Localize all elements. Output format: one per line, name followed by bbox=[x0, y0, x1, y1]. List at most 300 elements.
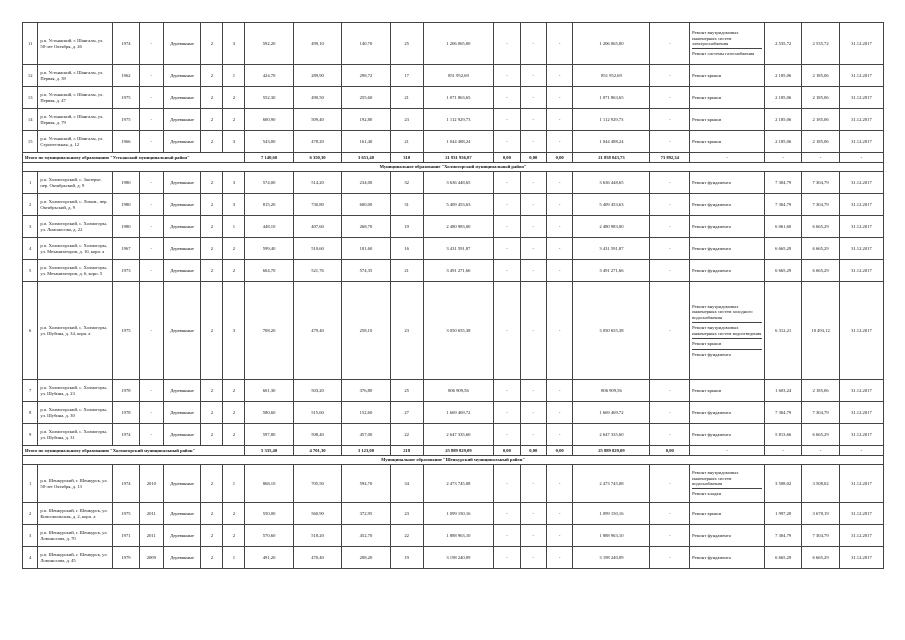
cell-y2: - bbox=[139, 194, 163, 216]
cell-f3: - bbox=[546, 216, 572, 238]
cell-mat: Деревянные bbox=[163, 23, 200, 65]
cell-f1: - bbox=[494, 216, 520, 238]
cell-cost: 806 909,56 bbox=[423, 380, 493, 402]
section-header-row bbox=[23, 456, 884, 465]
cell-y2: - bbox=[139, 238, 163, 260]
cell-y2: 2009 bbox=[139, 547, 163, 569]
cell-addr: р.п. Холмогорский, с. Холмогоры, ул. Механизаторов, д. 6, корп. 5 bbox=[38, 260, 113, 282]
cell-fl: 2 bbox=[201, 65, 223, 87]
cell-n: 2 bbox=[23, 503, 38, 525]
total-f2: 0,00 bbox=[520, 153, 546, 163]
total-o2: 0,00 bbox=[650, 446, 690, 456]
cell-u1: 2 535,72 bbox=[764, 23, 801, 65]
cell-own: 5 409 453,63 bbox=[573, 194, 650, 216]
cell-y2: - bbox=[139, 23, 163, 65]
table-row bbox=[23, 23, 884, 65]
cell-y1: 1975 bbox=[113, 87, 139, 109]
cell-en: 3 bbox=[223, 172, 245, 194]
cell-p: 25 bbox=[390, 23, 423, 65]
document-page bbox=[22, 22, 884, 628]
cell-f2: - bbox=[520, 503, 546, 525]
cell-p: 17 bbox=[390, 65, 423, 87]
cell-dt: 31.12.2017 bbox=[839, 402, 883, 424]
cell-mat: Деревянные bbox=[163, 87, 200, 109]
cell-o2: - bbox=[650, 282, 690, 380]
cell-u2: 2 185,06 bbox=[802, 131, 839, 153]
cell-u1: 5 813,66 bbox=[764, 424, 801, 446]
cell-n: 11 bbox=[23, 23, 38, 65]
cell-u1: 3 508,02 bbox=[764, 465, 801, 503]
table-row bbox=[23, 260, 884, 282]
cell-u2: 10 493,12 bbox=[802, 282, 839, 380]
total-row bbox=[23, 446, 884, 456]
cell-own: 3 431 591,87 bbox=[573, 238, 650, 260]
cell-f3: - bbox=[546, 260, 572, 282]
cell-o2: - bbox=[650, 503, 690, 525]
cell-en: 2 bbox=[223, 424, 245, 446]
repair-program-table bbox=[22, 22, 884, 569]
cell-own: 2 480 983,00 bbox=[573, 216, 650, 238]
cell-s1: 550,00 bbox=[245, 503, 293, 525]
total-s2: 6 350,30 bbox=[293, 153, 341, 163]
cell-n: 15 bbox=[23, 131, 38, 153]
cell-dt: 31.12.2017 bbox=[839, 380, 883, 402]
table-row bbox=[23, 109, 884, 131]
cell-cost: 3 636 448,65 bbox=[423, 172, 493, 194]
cell-s1: 597,80 bbox=[245, 424, 293, 446]
cell-fl: 2 bbox=[201, 380, 223, 402]
cell-p: 31 bbox=[390, 194, 423, 216]
cell-u1: 6 061,60 bbox=[764, 216, 801, 238]
cell-f3: - bbox=[546, 194, 572, 216]
cell-f3: - bbox=[546, 109, 572, 131]
total-cost: 21 931 936,07 bbox=[423, 153, 493, 163]
cell-y1: 1967 bbox=[113, 238, 139, 260]
cell-s2: 509,40 bbox=[293, 109, 341, 131]
cell-s1: 448,10 bbox=[245, 216, 293, 238]
cell-s3: 376,80 bbox=[342, 380, 390, 402]
cell-addr: р.п. Холмогорский, с. Холмогоры, ул. Механизаторов, д. 10, корп. а bbox=[38, 238, 113, 260]
cell-s3: 208,20 bbox=[342, 547, 390, 569]
cell-mat: Деревянные bbox=[163, 465, 200, 503]
cell-cost: 5 409 453,63 bbox=[423, 194, 493, 216]
cell-cost: 3 491 271,66 bbox=[423, 260, 493, 282]
cell-n: 12 bbox=[23, 65, 38, 87]
work-type: Ремонт внутридомовых инженерных систем электроснабжения bbox=[692, 28, 762, 49]
cell-o2: - bbox=[650, 131, 690, 153]
cell-u2: 2 185,06 bbox=[802, 87, 839, 109]
cell-f2: - bbox=[520, 238, 546, 260]
cell-own: 1 206 065,00 bbox=[573, 23, 650, 65]
cell-mat: Деревянные bbox=[163, 238, 200, 260]
cell-s3: 574,35 bbox=[342, 260, 390, 282]
cell-dt: 31.12.2017 bbox=[839, 194, 883, 216]
cell-y2: 2011 bbox=[139, 503, 163, 525]
cell-f3: - bbox=[546, 465, 572, 503]
cell-o2: - bbox=[650, 87, 690, 109]
cell-f3: - bbox=[546, 503, 572, 525]
cell-works bbox=[690, 23, 765, 65]
cell-f1: - bbox=[494, 131, 520, 153]
table-row bbox=[23, 547, 884, 569]
cell-mat: Деревянные bbox=[163, 109, 200, 131]
cell-en: 2 bbox=[223, 87, 245, 109]
total-f1: 0,00 bbox=[494, 153, 520, 163]
cell-f2: - bbox=[520, 402, 546, 424]
cell-p: 32 bbox=[390, 172, 423, 194]
cell-y2: - bbox=[139, 424, 163, 446]
cell-y2: - bbox=[139, 380, 163, 402]
cell-fl: 2 bbox=[201, 216, 223, 238]
cell-y1: 1966 bbox=[113, 131, 139, 153]
cell-fl: 2 bbox=[201, 238, 223, 260]
cell-n: 14 bbox=[23, 109, 38, 131]
cell-fl: 2 bbox=[201, 87, 223, 109]
total-s3: 3 123,00 bbox=[342, 446, 390, 456]
cell-s1: 601,30 bbox=[245, 380, 293, 402]
cell-mat: Деревянные bbox=[163, 503, 200, 525]
cell-u2: 7 304,79 bbox=[802, 172, 839, 194]
cell-n: 4 bbox=[23, 238, 38, 260]
section-title: Муниципальное образование "Шенкурский муниципальный район" bbox=[23, 456, 884, 465]
cell-dt: 31.12.2017 bbox=[839, 547, 883, 569]
cell-s2: 515,60 bbox=[293, 402, 341, 424]
cell-s3: 140,70 bbox=[342, 23, 390, 65]
cell-mat: Деревянные bbox=[163, 282, 200, 380]
cell-own: 851 952,69 bbox=[573, 65, 650, 87]
cell-s3: 192,80 bbox=[342, 109, 390, 131]
cell-p: 21 bbox=[390, 87, 423, 109]
cell-f1: - bbox=[494, 402, 520, 424]
total-label: Итого по муниципальному образованию "Устьянский муниципальный район" bbox=[23, 153, 245, 163]
cell-p: 22 bbox=[390, 424, 423, 446]
cell-u1: 7 304,79 bbox=[764, 194, 801, 216]
cell-f3: - bbox=[546, 172, 572, 194]
cell-s1: 570,60 bbox=[245, 525, 293, 547]
cell-dt: 31.12.2017 bbox=[839, 503, 883, 525]
cell-s1: 552,30 bbox=[245, 87, 293, 109]
cell-cost: 2 480 983,00 bbox=[423, 216, 493, 238]
cell-f1: - bbox=[494, 525, 520, 547]
cell-f2: - bbox=[520, 172, 546, 194]
work-type: Ремонт крыши bbox=[692, 339, 762, 349]
cell-p: 22 bbox=[390, 525, 423, 547]
cell-dt: 31.12.2017 bbox=[839, 282, 883, 380]
total-s1: 5 335,40 bbox=[245, 446, 293, 456]
cell-fl: 2 bbox=[201, 172, 223, 194]
cell-f3: - bbox=[546, 282, 572, 380]
cell-o2: - bbox=[650, 216, 690, 238]
cell-o2: - bbox=[650, 547, 690, 569]
work-type: Ремонт фундамента bbox=[692, 351, 731, 357]
cell-o2: - bbox=[650, 23, 690, 65]
work-type: Ремонт внутридомовых инженерных систем водоснабжения bbox=[692, 468, 762, 489]
cell-p: 19 bbox=[390, 216, 423, 238]
cell-p: 23 bbox=[390, 109, 423, 131]
cell-o2: - bbox=[650, 260, 690, 282]
total-o2: 73 892,34 bbox=[650, 153, 690, 163]
cell-p: 21 bbox=[390, 260, 423, 282]
cell-f2: - bbox=[520, 424, 546, 446]
cell-o2: - bbox=[650, 109, 690, 131]
cell-f1: - bbox=[494, 424, 520, 446]
cell-u2: 7 304,79 bbox=[802, 525, 839, 547]
cell-addr: р.п. Шенкурский, г. Шенкурск, ул. Ломоносова, д. 45 bbox=[38, 547, 113, 569]
table-row bbox=[23, 465, 884, 503]
cell-u1: 1 603,24 bbox=[764, 380, 801, 402]
cell-o2: - bbox=[650, 65, 690, 87]
section-header-row bbox=[23, 163, 884, 172]
cell-addr: р.п. Устьянский, г. Шангалы, ул. Строительная, д. 12 bbox=[38, 131, 113, 153]
cell-mat: Деревянные bbox=[163, 547, 200, 569]
cell-own: 3 636 448,65 bbox=[573, 172, 650, 194]
cell-s1: 543,00 bbox=[245, 131, 293, 153]
cell-own: 1 112 929,73 bbox=[573, 109, 650, 131]
cell-addr: р.п. Холмогорский, с. Ломов., пер. Октябрьский, д. 9 bbox=[38, 194, 113, 216]
cell-s2: 510,60 bbox=[293, 238, 341, 260]
total-p: 218 bbox=[390, 446, 423, 456]
total-dt: - bbox=[839, 153, 883, 163]
cell-addr: р.п. Холмогорский, с. Заозерье, пер. Октябрьский, д. 9 bbox=[38, 172, 113, 194]
cell-f3: - bbox=[546, 525, 572, 547]
cell-addr: р.п. Шенкурский, г. Шенкурск, ул. Ломоносова, д. 70 bbox=[38, 525, 113, 547]
cell-works: Ремонт крыши bbox=[690, 503, 765, 525]
cell-u2: 6 665,29 bbox=[802, 260, 839, 282]
cell-cost: 1 071 863,65 bbox=[423, 87, 493, 109]
cell-dt: 31.12.2017 bbox=[839, 465, 883, 503]
work-type: Ремонт системы газоснабжения bbox=[692, 51, 755, 57]
cell-s2: 518,20 bbox=[293, 525, 341, 547]
cell-s2: 470,40 bbox=[293, 547, 341, 569]
cell-addr: р.п. Шенкурский, г. Шенкурск, ул. Комсомольская, д. 2, корп. а bbox=[38, 503, 113, 525]
cell-fl: 2 bbox=[201, 525, 223, 547]
cell-en: 2 bbox=[223, 260, 245, 282]
cell-s1: 815,20 bbox=[245, 194, 293, 216]
table-row bbox=[23, 65, 884, 87]
cell-works: Ремонт фундамента bbox=[690, 402, 765, 424]
cell-works: Ремонт фундамента bbox=[690, 424, 765, 446]
cell-u2: 7 304,79 bbox=[802, 402, 839, 424]
cell-u1: 2 185,06 bbox=[764, 109, 801, 131]
cell-y1: 1974 bbox=[113, 23, 139, 65]
cell-y1: 1975 bbox=[113, 282, 139, 380]
table-row bbox=[23, 194, 884, 216]
cell-cost: 3 050 655,38 bbox=[423, 282, 493, 380]
total-row bbox=[23, 153, 884, 163]
cell-y2: - bbox=[139, 402, 163, 424]
table-row bbox=[23, 131, 884, 153]
cell-f1: - bbox=[494, 465, 520, 503]
cell-works: Ремонт крыши bbox=[690, 65, 765, 87]
total-w: - bbox=[690, 446, 765, 456]
table-row bbox=[23, 380, 884, 402]
cell-u1: 2 185,06 bbox=[764, 65, 801, 87]
cell-f2: - bbox=[520, 131, 546, 153]
cell-s2: 521,76 bbox=[293, 260, 341, 282]
cell-f1: - bbox=[494, 547, 520, 569]
cell-works: Ремонт фундамента bbox=[690, 238, 765, 260]
cell-f2: - bbox=[520, 65, 546, 87]
cell-f2: - bbox=[520, 23, 546, 65]
cell-s3: 600,00 bbox=[342, 194, 390, 216]
cell-s3: 258,10 bbox=[342, 282, 390, 380]
cell-s3: 268,70 bbox=[342, 216, 390, 238]
cell-fl: 2 bbox=[201, 503, 223, 525]
cell-own: 3 198 240,09 bbox=[573, 547, 650, 569]
cell-n: 4 bbox=[23, 547, 38, 569]
cell-u2: 2 185,06 bbox=[802, 109, 839, 131]
cell-mat: Деревянные bbox=[163, 216, 200, 238]
table-row bbox=[23, 172, 884, 194]
cell-f3: - bbox=[546, 402, 572, 424]
cell-u2: 2 535,72 bbox=[802, 23, 839, 65]
cell-en: 2 bbox=[223, 380, 245, 402]
cell-s3: 152,60 bbox=[342, 402, 390, 424]
cell-dt: 31.12.2017 bbox=[839, 260, 883, 282]
cell-works: Ремонт фундамента bbox=[690, 547, 765, 569]
cell-mat: Деревянные bbox=[163, 65, 200, 87]
total-f3: 0,00 bbox=[546, 446, 572, 456]
cell-y1: 1980 bbox=[113, 194, 139, 216]
work-type: Ремонт внутридомовых инженерных систем водоотведения bbox=[692, 323, 762, 339]
cell-own: 3 050 655,38 bbox=[573, 282, 650, 380]
total-u1: - bbox=[764, 153, 801, 163]
cell-f2: - bbox=[520, 525, 546, 547]
cell-own: 2 473 745,08 bbox=[573, 465, 650, 503]
cell-f2: - bbox=[520, 109, 546, 131]
cell-en: 3 bbox=[223, 282, 245, 380]
cell-o2: - bbox=[650, 402, 690, 424]
cell-f1: - bbox=[494, 282, 520, 380]
cell-en: 3 bbox=[223, 131, 245, 153]
cell-mat: Деревянные bbox=[163, 525, 200, 547]
cell-own: 1 099 150,16 bbox=[573, 503, 650, 525]
cell-works: Ремонт фундамента bbox=[690, 194, 765, 216]
table-body bbox=[23, 23, 884, 569]
cell-works: Ремонт фундамента bbox=[690, 216, 765, 238]
cell-o2: - bbox=[650, 424, 690, 446]
total-u2: - bbox=[802, 446, 839, 456]
cell-n: 2 bbox=[23, 194, 38, 216]
cell-n: 9 bbox=[23, 424, 38, 446]
cell-f3: - bbox=[546, 238, 572, 260]
cell-addr: р.п. Устьянский, г. Шангалы, ул. Первая, д. 47 bbox=[38, 87, 113, 109]
table-row bbox=[23, 525, 884, 547]
total-own: 25 889 829,09 bbox=[573, 446, 650, 456]
cell-dt: 31.12.2017 bbox=[839, 65, 883, 87]
cell-s3: 372,95 bbox=[342, 503, 390, 525]
cell-mat: Деревянные bbox=[163, 402, 200, 424]
cell-u2: 3 678,19 bbox=[802, 503, 839, 525]
cell-n: 5 bbox=[23, 260, 38, 282]
cell-f1: - bbox=[494, 238, 520, 260]
cell-f1: - bbox=[494, 172, 520, 194]
cell-cost: 1 044 488,24 bbox=[423, 131, 493, 153]
cell-dt: 31.12.2017 bbox=[839, 216, 883, 238]
cell-s2: 730,80 bbox=[293, 194, 341, 216]
cell-dt: 31.12.2017 bbox=[839, 238, 883, 260]
cell-f1: - bbox=[494, 503, 520, 525]
cell-s2: 514,20 bbox=[293, 172, 341, 194]
cell-f3: - bbox=[546, 87, 572, 109]
cell-f3: - bbox=[546, 65, 572, 87]
table-row bbox=[23, 87, 884, 109]
cell-own: 806 909,56 bbox=[573, 380, 650, 402]
cell-en: 1 bbox=[223, 65, 245, 87]
cell-s2: 479,40 bbox=[293, 282, 341, 380]
cell-n: 1 bbox=[23, 465, 38, 503]
total-u2: - bbox=[802, 153, 839, 163]
cell-f2: - bbox=[520, 87, 546, 109]
cell-s1: 599,40 bbox=[245, 238, 293, 260]
cell-y1: 1962 bbox=[113, 65, 139, 87]
cell-n: 13 bbox=[23, 87, 38, 109]
cell-en: 2 bbox=[223, 402, 245, 424]
cell-works: Ремонт крыши bbox=[690, 380, 765, 402]
cell-en: 3 bbox=[223, 23, 245, 65]
table-row bbox=[23, 503, 884, 525]
cell-y2: - bbox=[139, 172, 163, 194]
cell-addr: р.п. Устьянский, г. Шангалы, ул. Первая, д. 79 bbox=[38, 109, 113, 131]
cell-s1: 424,70 bbox=[245, 65, 293, 87]
total-s1: 7 140,60 bbox=[245, 153, 293, 163]
cell-u1: 7 304,79 bbox=[764, 172, 801, 194]
cell-n: 3 bbox=[23, 216, 38, 238]
cell-y2: - bbox=[139, 216, 163, 238]
cell-addr: р.п. Устьянский, г. Шангалы, ул. 50-лет Октября, д. 26 bbox=[38, 23, 113, 65]
cell-works: Ремонт фундамента bbox=[690, 172, 765, 194]
cell-p: 27 bbox=[390, 402, 423, 424]
table-row bbox=[23, 402, 884, 424]
cell-works: Ремонт фундамента bbox=[690, 260, 765, 282]
cell-s3: 234,00 bbox=[342, 172, 390, 194]
cell-fl: 2 bbox=[201, 547, 223, 569]
cell-u2: 2 185,06 bbox=[802, 380, 839, 402]
cell-s1: 600,90 bbox=[245, 109, 293, 131]
cell-p: 16 bbox=[390, 238, 423, 260]
cell-cost: 2 647 335,60 bbox=[423, 424, 493, 446]
cell-fl: 2 bbox=[201, 424, 223, 446]
cell-works: Ремонт крыши bbox=[690, 109, 765, 131]
cell-f1: - bbox=[494, 23, 520, 65]
cell-en: 2 bbox=[223, 109, 245, 131]
cell-u2: 6 665,29 bbox=[802, 238, 839, 260]
cell-y1: 1975 bbox=[113, 503, 139, 525]
cell-u2: 3 508,02 bbox=[802, 465, 839, 503]
cell-s3: 298,72 bbox=[342, 65, 390, 87]
cell-u2: 2 185,06 bbox=[802, 65, 839, 87]
cell-dt: 31.12.2017 bbox=[839, 131, 883, 153]
cell-y2: - bbox=[139, 87, 163, 109]
cell-o2: - bbox=[650, 194, 690, 216]
cell-y1: 1979 bbox=[113, 547, 139, 569]
cell-y2: 2011 bbox=[139, 525, 163, 547]
total-dt: - bbox=[839, 446, 883, 456]
cell-s2: 490,50 bbox=[293, 87, 341, 109]
cell-fl: 2 bbox=[201, 260, 223, 282]
cell-y2: - bbox=[139, 282, 163, 380]
total-f3: 0,00 bbox=[546, 153, 572, 163]
cell-f1: - bbox=[494, 194, 520, 216]
cell-y1: 1974 bbox=[113, 465, 139, 503]
cell-f2: - bbox=[520, 465, 546, 503]
cell-y2: 2010 bbox=[139, 465, 163, 503]
cell-s3: 161,40 bbox=[342, 131, 390, 153]
cell-f2: - bbox=[520, 380, 546, 402]
cell-s3: 255,60 bbox=[342, 87, 390, 109]
cell-u1: 2 185,06 bbox=[764, 131, 801, 153]
cell-dt: 31.12.2017 bbox=[839, 424, 883, 446]
